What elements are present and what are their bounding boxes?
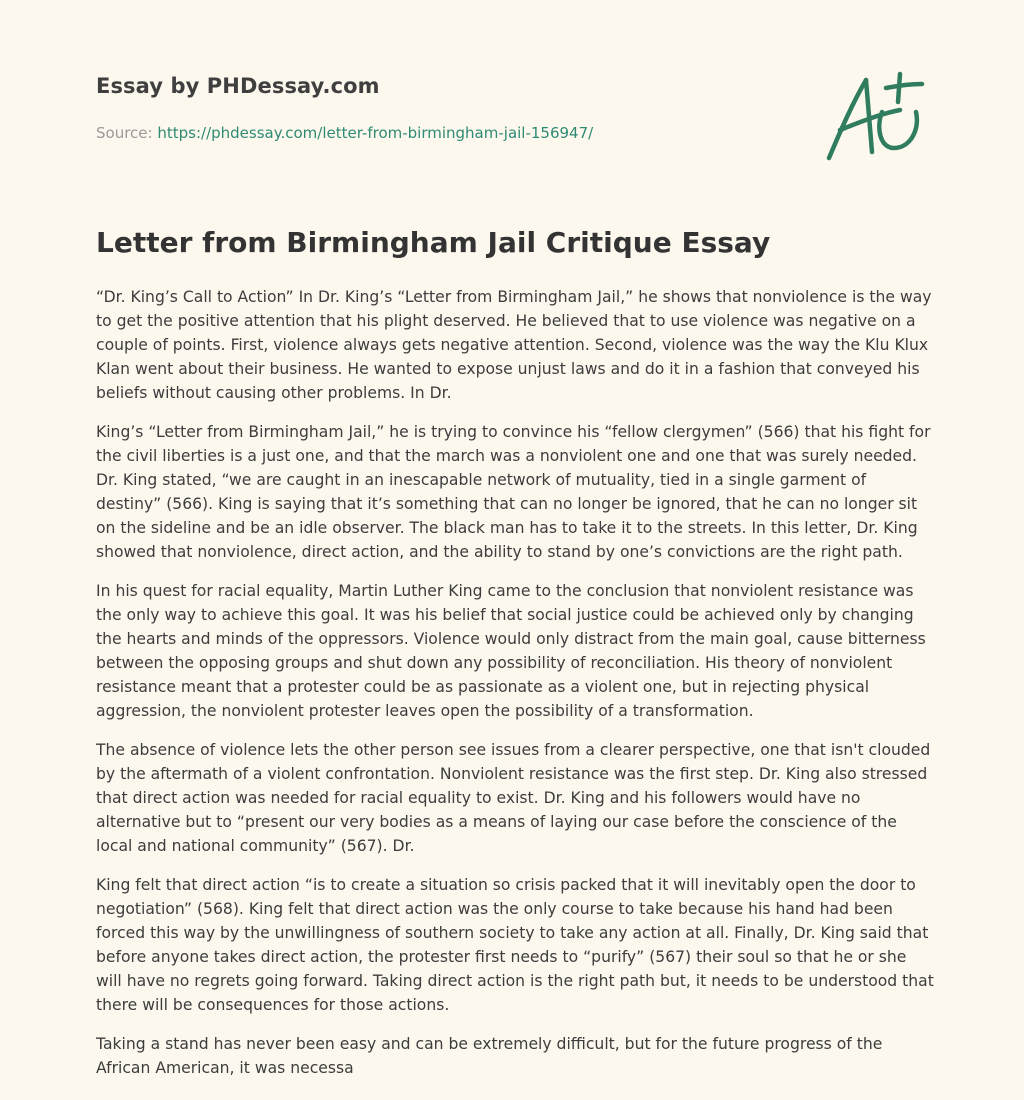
essay-paragraph: The absence of violence lets the other person see issues from a clearer perspective, one that isn't clouded by the aftermath of a violent confrontation. Nonviolent resistance was the first step. Dr. King also stressed that direct action was needed for racial equality to exist. Dr. King and his followers would have no alternative but to “present our very bodies as a means of laying our case before the conscience of the local and national community” (567). Dr. xyxy=(96,741,931,855)
essay-body xyxy=(96,285,934,1095)
essay-paragraph: Taking a stand has never been easy and can be extremely difficult, but for the future progress of the African American, it was necessa xyxy=(96,1035,883,1077)
essay-title: Letter from Birmingham Jail Critique Essay xyxy=(96,226,771,259)
source-link[interactable]: https://phdessay.com/letter-from-birmingham-jail-156947/ xyxy=(157,124,594,142)
source-label: Source: xyxy=(96,124,153,142)
site-brand: Essay by PHDessay.com xyxy=(96,74,380,98)
a-plus-grade-icon xyxy=(820,66,930,166)
essay-paragraph: In his quest for racial equality, Martin Luther King came to the conclusion that nonviolent resistance was the only way to achieve this goal. It was his belief that social justice could be achieved only by changing the hearts and minds of the oppressors. Violence would only distract from the main goal, cause bitterness between the opposing groups and shut down any possibility of reconciliation. His theory of nonviolent resistance meant that a protester could be as passionate as a violent one, but in rejecting physical aggression, the nonviolent protester leaves open the possibility of a transformation. xyxy=(96,582,926,720)
essay-paragraph: “Dr. King’s Call to Action” In Dr. King’s “Letter from Birmingham Jail,” he shows that nonviolence is the way to get the positive attention that his plight deserved. He believed that to use violence was negative on a couple of points. First, violence always gets negative attention. Second, violence was the way the Klu Klux Klan went about their business. He wanted to expose unjust laws and do it in a fashion that conveyed his beliefs without causing other problems. In Dr. xyxy=(96,288,932,402)
source-line xyxy=(96,124,593,142)
essay-paragraph: King’s “Letter from Birmingham Jail,” he is trying to convince his “fellow clergymen” (566) that his fight for the civil liberties is a just one, and that the march was a nonviolent one and one that was surely needed. Dr. King stated, “we are caught in an inescapable network of mutuality, tied in a single garment of destiny” (566). King is saying that it’s something that can no longer be ignored, that he can no longer sit on the sideline and be an idle observer. The black man has to take it to the streets. In this letter, Dr. King showed that nonviolence, direct action, and the ability to stand by one’s convictions are the right path. xyxy=(96,423,931,561)
essay-paragraph: King felt that direct action “is to create a situation so crisis packed that it will inevitably open the door to negotiation” (568). King felt that direct action was the only course to take because his hand had been forced this way by the unwillingness of southern society to take any action at all. Finally, Dr. King said that before anyone takes direct action, the protester first needs to “purify” (567) their soul so that he or she will have no regrets going forward. Taking direct action is the right path but, it needs to be understood that there will be consequences for those actions. xyxy=(96,876,934,1014)
page-header xyxy=(96,74,926,142)
